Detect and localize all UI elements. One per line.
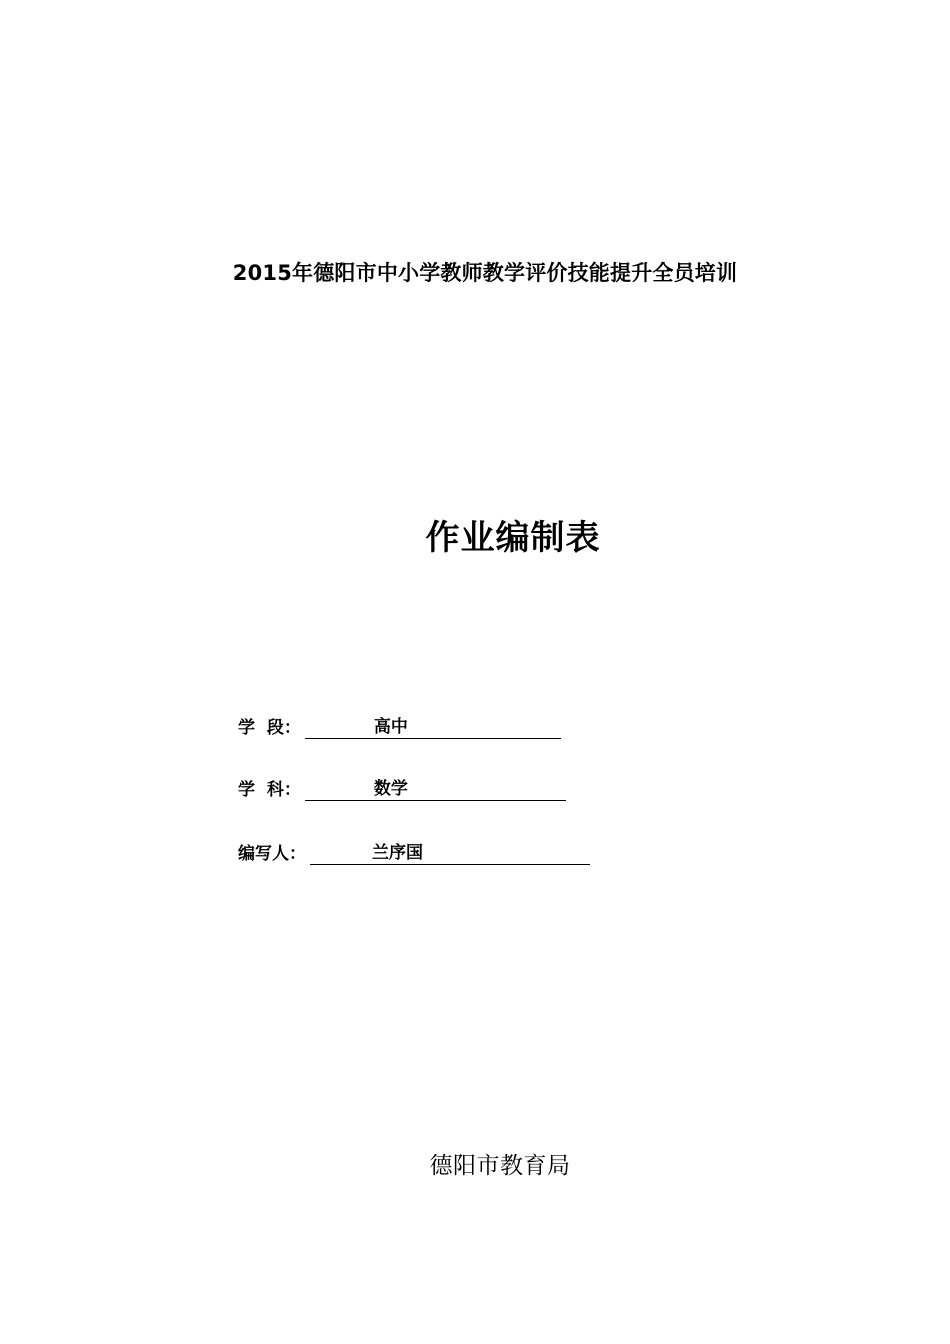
field-stage-value-line	[305, 716, 561, 739]
field-stage	[238, 713, 561, 739]
field-subject-value-line	[305, 778, 566, 801]
field-stage-label: 学 段：	[238, 718, 301, 738]
field-author-value-line	[310, 842, 590, 865]
field-subject	[238, 775, 566, 801]
training-title: 2015年德阳市中小学教师教学评价技能提升全员培训	[232, 261, 738, 285]
field-stage-value: 高中	[373, 717, 408, 737]
document-name: 作业编制表	[425, 518, 601, 558]
field-subject-value: 数学	[373, 779, 408, 799]
field-author-label: 编写人：	[238, 844, 306, 864]
field-author	[238, 839, 590, 865]
field-author-value: 兰序国	[372, 843, 423, 863]
field-subject-label: 学 科：	[238, 780, 301, 800]
issuing-authority: 德阳市教育局	[429, 1153, 571, 1179]
